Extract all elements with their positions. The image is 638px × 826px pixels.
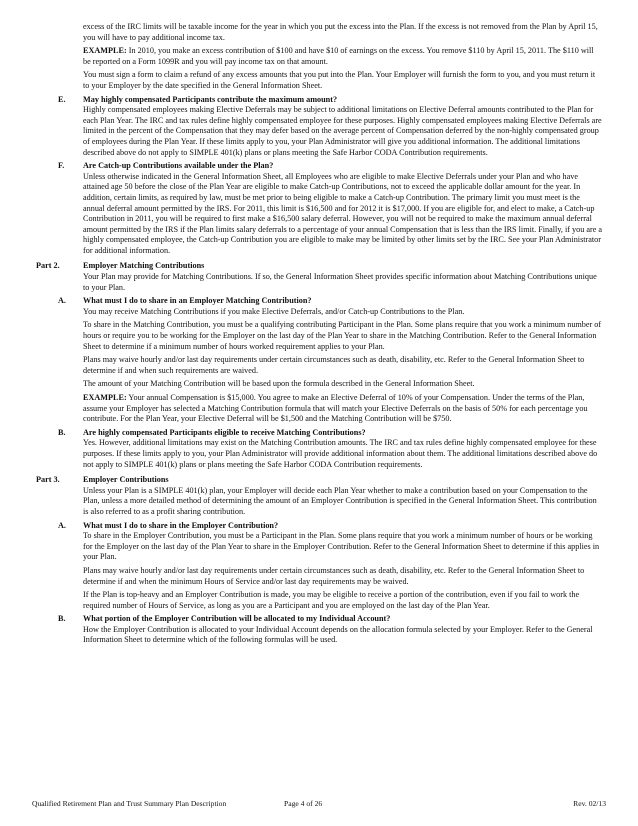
section-3b	[58, 614, 603, 646]
example-paragraph	[83, 46, 603, 67]
paragraph: The amount of your Matching Contribution will be based upon the formula described in the General Information Sheet.	[83, 379, 475, 389]
paragraph: Unless otherwise indicated in the General Information Sheet, all Employees who are eligible to make Elective Deferrals under your Plan and who have attained age 50 before the close of the Plan Year are eligible to make Catch-up Contributions, not to exceed the applicable dollar amount for the year. In addition, certain limits, as required by law, must be met prior to being eligible to make a Catch-up Contribution. The primary limit you must meet is the annual deferral amount permitted by the IRS. For 2011, this limit is $16,500 and for 2012 it is $17,000. If you are eligible for, and elect to make, a Catch-up Contribution in 2011, you will be required to first make a $16,500 salary deferral. However, you will not be required to make the maximum annual deferral amount permitted by the IRS if the Plan limits salary deferrals to a percentage of your annual Compensation that is less than the IRS limit. Finally, if you are a highly compensated employee, the Catch-up Contribution you are eligible to make may be limited by other limits set by the IRC. See your Plan Administrator for additional information.	[83, 171, 603, 255]
section-heading: May highly compensated Participants contribute the maximum amount?	[83, 94, 338, 104]
part-label: Part 3.	[36, 475, 60, 485]
section-label: E.	[58, 94, 66, 104]
part-heading: Employer Contributions	[83, 475, 169, 485]
footer-page-number: Page 4 of 26	[284, 799, 323, 808]
paragraph: To share in the Employer Contribution, you must be a Participant in the Plan. Some plans require that you work a minimum number of hours or be working for the Employer on the last day of the Plan Year to share in the Employer Contribution. Refer to the General Information Sheet to determine if this applies in your Plan.	[83, 531, 600, 562]
example-label: EXAMPLE:	[83, 393, 127, 402]
footer-document-title: Qualified Retirement Plan and Trust Summary Plan Description	[32, 799, 227, 808]
part-2	[36, 261, 603, 293]
section-heading: Are Catch-up Contributions available under the Plan?	[83, 161, 274, 171]
footer-revision: Rev. 02/13	[573, 799, 606, 808]
example-label: EXAMPLE:	[83, 46, 127, 56]
section-label: F.	[58, 161, 65, 171]
section-heading: What must I do to share in an Employer Matching Contribution?	[83, 296, 312, 306]
section-label: A.	[58, 520, 66, 530]
section-heading: Are highly compensated Participants eligible to receive Matching Contributions?	[83, 427, 366, 437]
paragraph: Your Plan may provide for Matching Contributions. If so, the General Information Sheet provides specific information about Matching Contributions unique to your Plan.	[83, 272, 597, 292]
section-label: A.	[58, 296, 66, 306]
page-content	[36, 22, 603, 649]
section-label: B.	[58, 614, 66, 624]
paragraph: To share in the Matching Contribution, you must be a qualifying contributing Participant in the Plan. Some plans require that you work a minimum number of hours or require you to be working for the Employer on the last day of the Plan Year to share in the Matching Contribution. Refer to the General Information Sheet to determine if a minimum number of hours worked requirement applies to your Plan.	[83, 320, 602, 351]
paragraph: excess of the IRC limits will be taxable income for the year in which you put the excess into the Plan. If the excess is not removed from the Plan by April 15, you will have to pay additional income tax.	[83, 22, 598, 42]
paragraph: Highly compensated employees making Elective Deferrals may be subject to additional limitations on Elective Deferral amounts contributed to the Plan for each Plan Year. The IRC and tax rules define highly compensated employee for these purposes. Highly compensated employees making Elective Deferrals are limited in the percent of the Compensation that they may defer based on the average percent of Compensation deferred by the non-highly compensated group of employees during the Plan Year. If these limits apply to you, your Plan Administrator will give you additional information. The additional limitations described above do not apply to SIMPLE 401(k) plans or plans meeting the Safe Harbor CODA Contribution requirements.	[83, 105, 602, 157]
section-e	[58, 94, 603, 159]
section-label: B.	[58, 427, 66, 437]
section-2a	[58, 296, 603, 425]
paragraph: How the Employer Contribution is allocated to your Individual Account depends on the allocation formula selected by your Employer. Refer to the General Information Sheet to determine which of the following formulas will be used.	[83, 624, 593, 645]
paragraph: You must sign a form to claim a refund of any excess amounts that you put into the Plan. Your Employer will furnish the form to you, and you must return it to your Employer by the date specified in the General Information Sheet.	[83, 70, 596, 90]
example-text: In 2010, you make an excess contribution of $100 and have $10 of earnings on the excess. You remove $110 by April 15, 2011. The $110 will be reported on a Form 1099R and you will pay income tax on that amount.	[83, 46, 594, 66]
section-3a	[58, 520, 603, 612]
section-2b	[58, 427, 603, 470]
part-3	[36, 475, 603, 517]
part-heading: Employer Matching Contributions	[83, 261, 205, 271]
example-paragraph	[83, 393, 603, 425]
part-label: Part 2.	[36, 261, 60, 271]
paragraph: You may receive Matching Contributions if you make Elective Deferrals, and/or Catch-up Contributions to the Plan.	[83, 306, 465, 316]
paragraph: Unless your Plan is a SIMPLE 401(k) plan, your Employer will decide each Plan Year whether to make a contribution based on your Compensation to the Plan, unless a more detailed method of determining the amount of an Employer Contribution is specified in the General Information Sheet. This contribution is also referred to as a profit sharing contribution.	[83, 485, 597, 516]
section-heading: What portion of the Employer Contribution will be allocated to my Individual Account?	[83, 614, 391, 624]
example-text: Your annual Compensation is $15,000. You agree to make an Elective Deferral of 10% of your Compensation. Under the terms of the Plan, assume your Employer has selected a Matching Contribution formula that will match your Elective Deferrals on the basis of 50% for each percentage you contribute. For the Plan Year, your Elective Deferral will be $1,500 and the Matching Contribution will be $750.	[83, 393, 588, 424]
section-f	[58, 161, 603, 256]
section-heading: What must I do to share in the Employer Contribution?	[83, 520, 279, 530]
paragraph: Plans may waive hourly and/or last day requirements under certain circumstances such as death, disability, etc. Refer to the General Information Sheet to determine if and when the minimum Hours of Service and/or last day requirements may be waived.	[83, 565, 585, 586]
paragraph: If the Plan is top-heavy and an Employer Contribution is made, you may be eligible to receive a portion of the contribution, even if you fail to work the required number of Hours of Service, as long as you are a Participant and you are employed on the last day of the Plan Year.	[83, 590, 580, 610]
paragraph: Plans may waive hourly and/or last day requirements under certain circumstances such as death, disability, etc. Refer to the General Information Sheet to determine if and when such requirements are waived.	[83, 355, 585, 375]
page-footer	[32, 799, 606, 811]
paragraph: Yes. However, additional limitations may exist on the Matching Contribution amounts. The IRC and tax rules define highly compensated employee for these purposes. If these limits apply to you, your Plan Administrator will provide additional information about them. The additional limitations described above do not apply to SIMPLE 401(k) plans or plans meeting the Safe Harbor CODA Contribution requirements.	[83, 438, 598, 469]
